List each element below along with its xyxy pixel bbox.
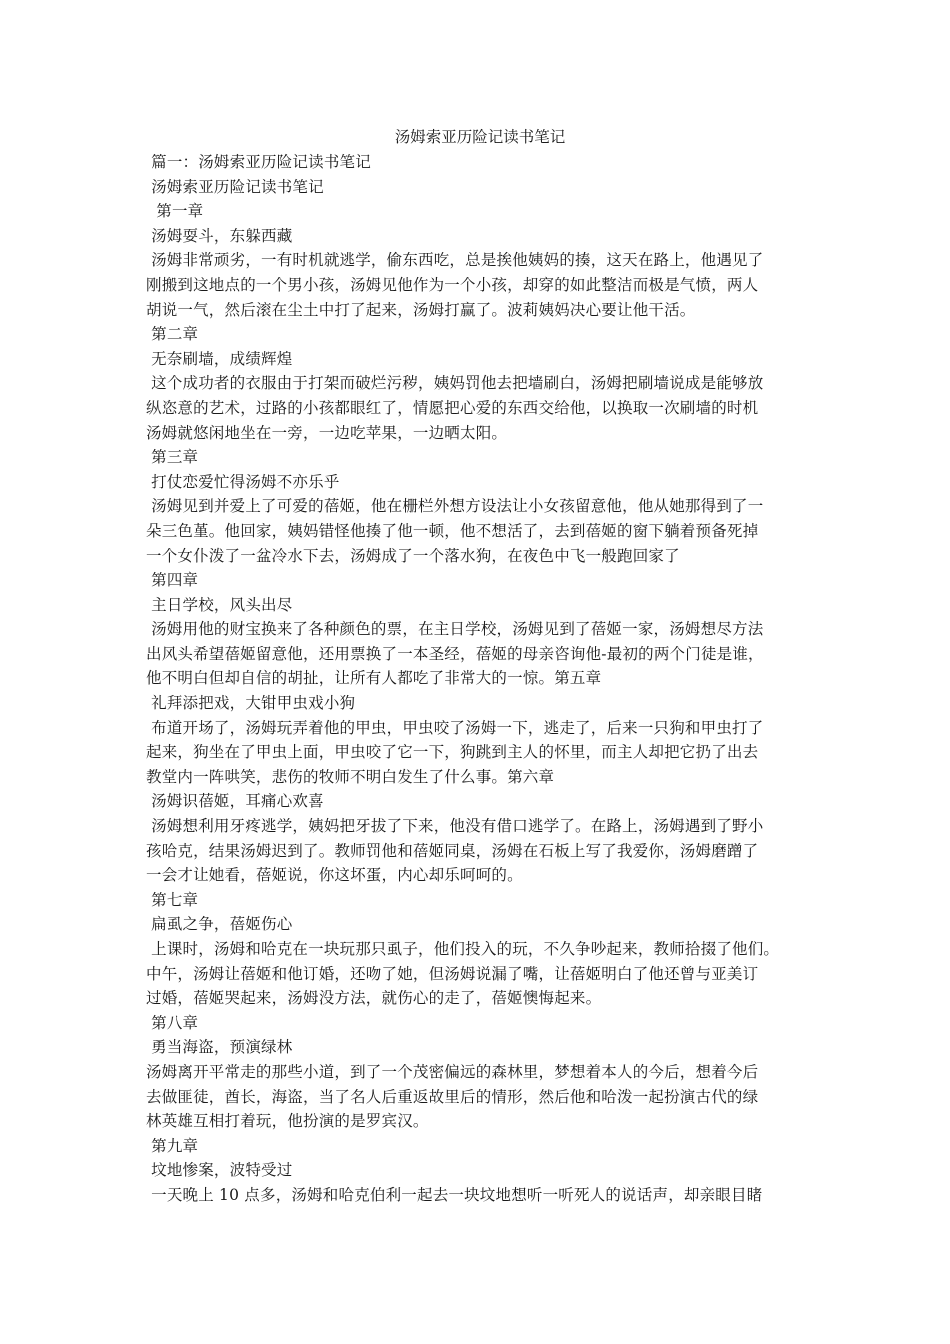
text-line: 第七章 — [146, 890, 199, 909]
text-line: 一天晚上 10 点多，汤姆和哈克伯利一起去一块坟地想听一听死人的说话声，却亲眼目睹 — [146, 1185, 763, 1204]
text-line: 第一章 — [146, 202, 204, 221]
document-title: 汤姆索亚历险记读书笔记 — [394, 128, 566, 146]
document-page — [146, 124, 814, 1208]
document-body — [146, 150, 814, 1208]
text-line: 起来，狗坐在了甲虫上面，甲虫咬了它一下，狗跳到主人的怀里，而主人却把它扔了出去 — [146, 743, 759, 762]
text-line: 一会才让她看，蓓姬说，你这坏蛋，内心却乐呵呵的。 — [146, 866, 523, 885]
text-line: 第三章 — [146, 448, 199, 467]
text-line: 汤姆就悠闲地坐在一旁，一边吃苹果，一边晒太阳。 — [146, 423, 508, 442]
text-line: 这个成功者的衣服由于打架而破烂污秽，姨妈罚他去把墙刷白，汤姆把刷墙说成是能够放 — [146, 374, 764, 393]
text-line: 上课时，汤姆和哈克在一块玩那只虱子，他们投入的玩，不久争吵起来，教师拾掇了他们。 — [146, 940, 780, 958]
text-line: 纵恣意的艺术，过路的小孩都眼红了，情愿把心爱的东西交给他，以换取一次刷墙的时机 — [146, 398, 759, 417]
text-line: 中午，汤姆让蓓姬和他订婚，还吻了她，但汤姆说漏了嘴，让蓓姬明白了他还曾与亚美订 — [146, 964, 759, 983]
text-line: 汤姆索亚历险记读书笔记 — [146, 177, 324, 196]
text-line: 勇当海盗，预演绿林 — [146, 1038, 293, 1057]
text-line: 汤姆见到并爱上了可爱的蓓姬，他在栅栏外想方设法让小女孩留意他，他从她那得到了一 — [146, 497, 764, 516]
text-line: 朵三色堇。他回家，姨妈错怪他揍了他一顿，他不想活了，去到蓓姬的窗下躺着预备死掉 — [146, 521, 759, 540]
text-line: 打仗恋爱忙得汤姆不亦乐乎 — [146, 472, 340, 491]
text-line: 汤姆离开平常走的那些小道，到了一个茂密偏远的森林里，梦想着本人的今后，想着今后 — [146, 1062, 759, 1081]
text-line: 教堂内一阵哄笑，悲伤的牧师不明白发生了什么事。第六章 — [146, 767, 555, 786]
text-line: 汤姆非常顽劣，一有时机就逃学，偷东西吃，总是挨他姨妈的揍，这天在路上，他遇见了 — [146, 251, 764, 270]
text-line: 第二章 — [146, 325, 199, 344]
text-line: 礼拜添把戏，大钳甲虫戏小狗 — [146, 694, 356, 713]
text-line: 过婚，蓓姬哭起来，汤姆没方法，就伤心的走了，蓓姬懊悔起来。 — [146, 989, 602, 1008]
text-line: 一个女仆泼了一盆冷水下去，汤姆成了一个落水狗，在夜色中飞一般跑回家了 — [146, 546, 680, 565]
text-line: 第四章 — [146, 571, 199, 590]
text-line: 坟地惨案，波特受过 — [146, 1161, 293, 1180]
text-line: 布道开场了，汤姆玩弄着他的甲虫，甲虫咬了汤姆一下，逃走了，后来一只狗和甲虫打了 — [146, 718, 764, 737]
text-line: 第八章 — [146, 1013, 199, 1032]
text-line: 汤姆识蓓姬，耳痛心欢喜 — [146, 792, 324, 811]
text-line: 无奈刷墙，成绩辉煌 — [146, 349, 293, 368]
text-line: 孩哈克，结果汤姆迟到了。教师罚他和蓓姬同桌，汤姆在石板上写了我爱你，汤姆磨蹭了 — [146, 841, 759, 860]
text-line: 第九章 — [146, 1136, 199, 1155]
text-line: 汤姆用他的财宝换来了各种颜色的票，在主日学校，汤姆见到了蓓姬一家，汤姆想尽方法 — [146, 620, 764, 639]
text-line: 汤姆想利用牙疼逃学，姨妈把牙拔了下来，他没有借口逃学了。在路上，汤姆遇到了野小 — [146, 817, 764, 836]
text-line: 去做匪徒，酋长，海盗，当了名人后重返故里后的情形，然后他和哈泼一起扮演古代的绿 — [146, 1087, 759, 1106]
text-line: 主日学校，风头出尽 — [146, 595, 293, 614]
text-line: 汤姆耍斗，东躲西藏 — [146, 226, 293, 245]
text-line: 他不明白但却自信的胡扯，让所有人都吃了非常大的一惊。第五章 — [146, 669, 602, 688]
text-line: 胡说一气，然后滚在尘土中打了起来，汤姆打赢了。波莉姨妈决心要让他干活。 — [146, 300, 696, 319]
text-line: 篇一：汤姆索亚历险记读书笔记 — [146, 153, 371, 171]
text-line: 出风头希望蓓姬留意他，还用票换了一本圣经，蓓姬的母亲咨询他-最初的两个门徒是谁， — [146, 644, 764, 663]
text-line: 扁虱之争，蓓姬伤心 — [146, 915, 293, 934]
text-line: 林英雄互相打着玩，他扮演的是罗宾汉。 — [146, 1112, 429, 1131]
text-line: 刚搬到这地点的一个男小孩，汤姆见他作为一个小孩，却穿的如此整洁而极是气愤，两人 — [146, 275, 759, 294]
